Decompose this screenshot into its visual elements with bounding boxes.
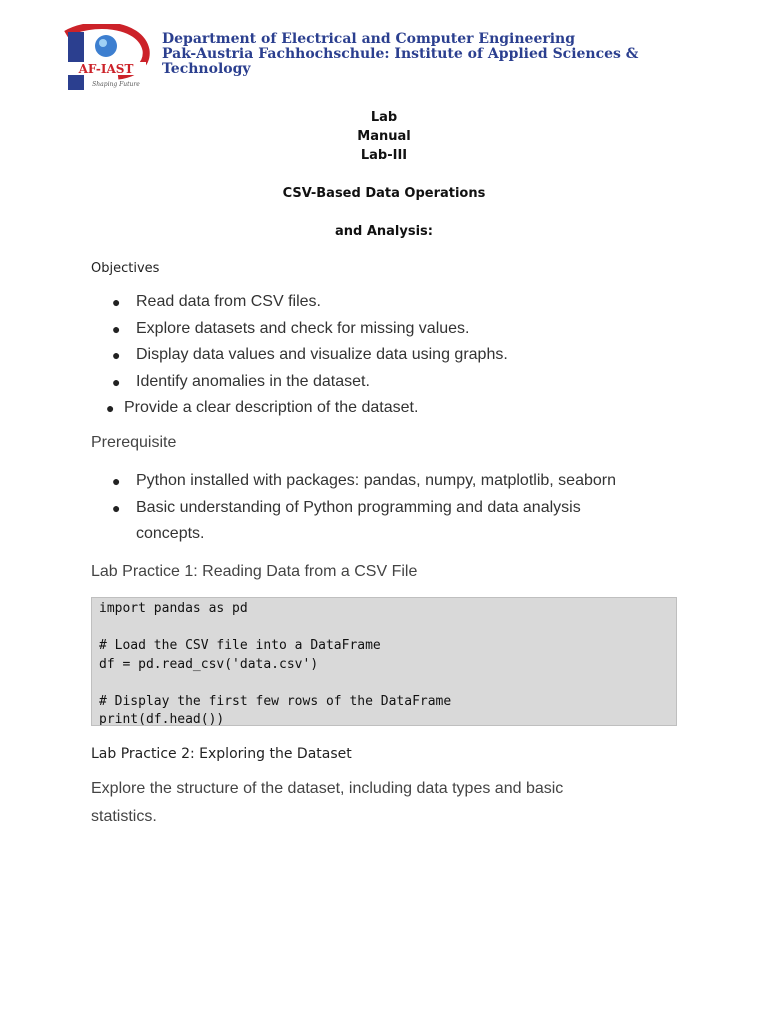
bullet-icon: ● bbox=[112, 294, 121, 310]
document-header bbox=[60, 24, 700, 94]
code-line: df = pd.read_csv('data.csv') bbox=[99, 656, 319, 672]
prerequisite-heading: Prerequisite bbox=[91, 434, 177, 451]
title-lab: Lab bbox=[370, 110, 398, 125]
code-line: # Load the CSV file into a DataFrame bbox=[99, 638, 381, 653]
list-item: ● Read data from CSV files. bbox=[112, 289, 508, 316]
list-item: ● Display data values and visualize data using graphs. bbox=[112, 342, 508, 369]
bullet-icon: ● bbox=[112, 320, 121, 337]
list-item: ● Provide a clear description of the dataset. bbox=[106, 395, 508, 422]
prerequisite-list bbox=[112, 468, 652, 548]
svg-text:Shaping Future: Shaping Future bbox=[92, 81, 140, 88]
institute-name-line: Pak-Austria Fachhochschule: Institute of Applied Sciences & bbox=[162, 46, 639, 62]
bullet-icon: ● bbox=[106, 400, 115, 416]
institute-name-line-2: Technology bbox=[162, 61, 251, 77]
institute-name-block bbox=[162, 32, 638, 77]
document-title-block bbox=[0, 108, 768, 241]
objectives-list bbox=[106, 289, 508, 422]
code-line bbox=[99, 674, 669, 693]
title-lab-number: Lab-III bbox=[360, 148, 408, 163]
practice2-heading: Lab Practice 2: Exploring the Dataset bbox=[91, 746, 352, 762]
practice1-heading: Lab Practice 1: Reading Data from a CSV File bbox=[91, 563, 418, 580]
objectives-heading: Objectives bbox=[91, 261, 160, 276]
title-topic-line2: and Analysis: bbox=[334, 224, 433, 239]
code-line bbox=[99, 619, 669, 638]
practice2-description: Explore the structure of the dataset, including data types and basic statistics. bbox=[91, 780, 564, 825]
code-block bbox=[91, 597, 677, 726]
list-item: ● Explore datasets and check for missing values. bbox=[112, 316, 508, 343]
title-manual: Manual bbox=[357, 129, 411, 144]
code-line: print(df.head()) bbox=[99, 712, 225, 726]
bullet-icon: ● bbox=[112, 347, 121, 363]
svg-text:AF-IAST: AF-IAST bbox=[78, 62, 134, 76]
list-item: ● Python installed with packages: pandas, numpy, matplotlib, seaborn bbox=[112, 468, 652, 495]
bullet-icon: ● bbox=[112, 373, 121, 390]
institute-logo-icon bbox=[60, 24, 152, 92]
code-line: # Display the first few rows of the DataFrame bbox=[99, 693, 452, 709]
department-name: Department of Electrical and Computer Engineering bbox=[162, 31, 576, 47]
title-topic-line1: CSV-Based Data Operations bbox=[282, 186, 486, 201]
list-item: ● Identify anomalies in the dataset. bbox=[112, 369, 508, 396]
bullet-icon: ● bbox=[112, 499, 121, 516]
list-item: ● Basic understanding of Python programming and data analysis concepts. bbox=[112, 495, 626, 548]
code-line: import pandas as pd bbox=[99, 601, 248, 616]
bullet-icon: ● bbox=[112, 473, 121, 489]
